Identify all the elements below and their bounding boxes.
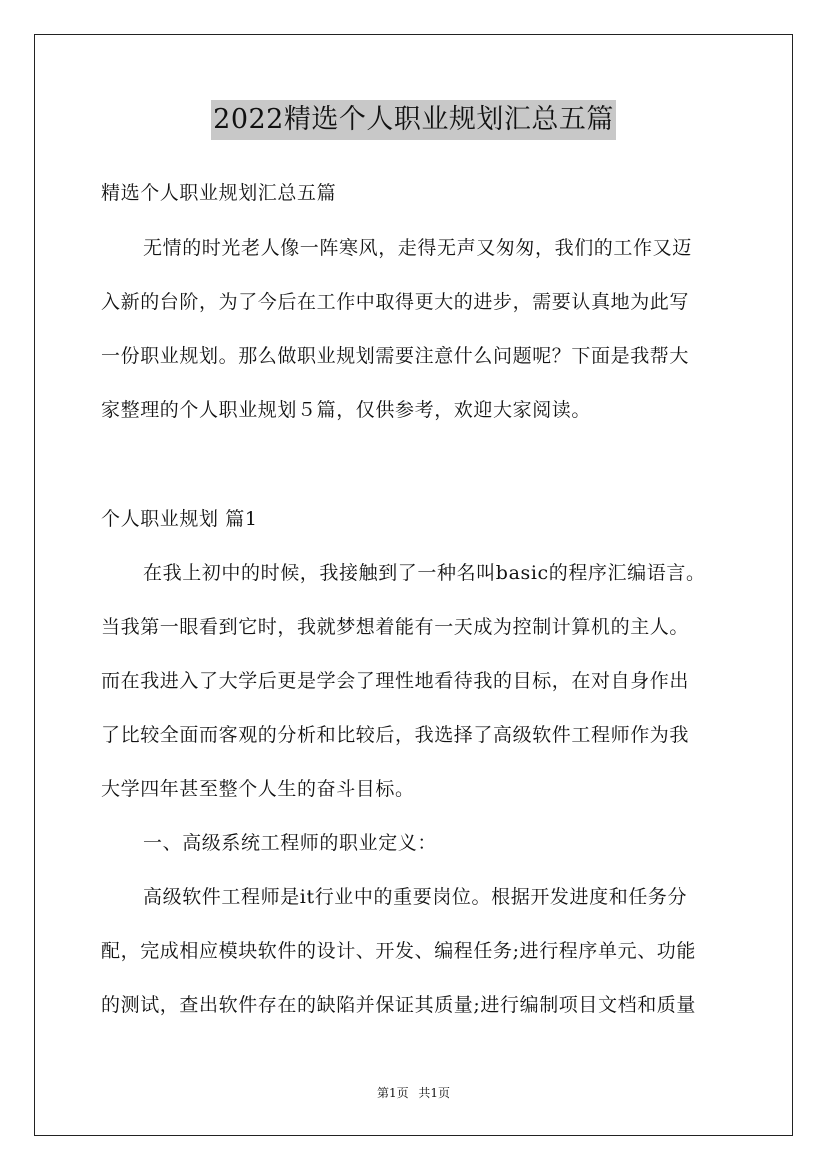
body-line: 配，完成相应模块软件的设计、开发、编程任务;进行程序单元、功能	[101, 940, 697, 962]
document-subtitle: 精选个人职业规划汇总五篇	[101, 182, 337, 204]
body-line: 当我第一眼看到它时，我就梦想着能有一天成为控制计算机的主人。	[101, 616, 690, 638]
body-line: 的测试，查出软件存在的缺陷并保证其质量;进行编制项目文档和质量	[101, 994, 697, 1016]
body-line: 在我上初中的时候，我接触到了一种名叫basic的程序汇编语言。	[143, 562, 706, 584]
document-title: 2022精选个人职业规划汇总五篇	[211, 100, 616, 140]
page-number: 第1页	[376, 1086, 409, 1100]
intro-line: 一份职业规划。那么做职业规划需要注意什么问题呢？下面是我帮大	[101, 345, 690, 367]
section-heading: 个人职业规划 篇1	[101, 508, 258, 530]
intro-line: 无情的时光老人像一阵寒风，走得无声又匆匆，我们的工作又迈	[143, 237, 692, 259]
page-footer	[0, 1085, 827, 1101]
body-line: 而在我进入了大学后更是学会了理性地看待我的目标，在对自身作出	[101, 670, 690, 692]
body-line: 大学四年甚至整个人生的奋斗目标。	[101, 778, 415, 800]
intro-line: 家整理的个人职业规划５篇，仅供参考，欢迎大家阅读。	[101, 399, 592, 421]
page-total: 共1页	[418, 1086, 451, 1100]
body-line: 了比较全面而客观的分析和比较后，我选择了高级软件工程师作为我	[101, 724, 690, 746]
subheading: 一、高级系统工程师的职业定义：	[143, 832, 438, 854]
title-container	[0, 100, 827, 140]
intro-line: 入新的台阶，为了今后在工作中取得更大的进步，需要认真地为此写	[101, 291, 690, 313]
body-line: 高级软件工程师是it行业中的重要岗位。根据开发进度和任务分	[143, 886, 688, 908]
